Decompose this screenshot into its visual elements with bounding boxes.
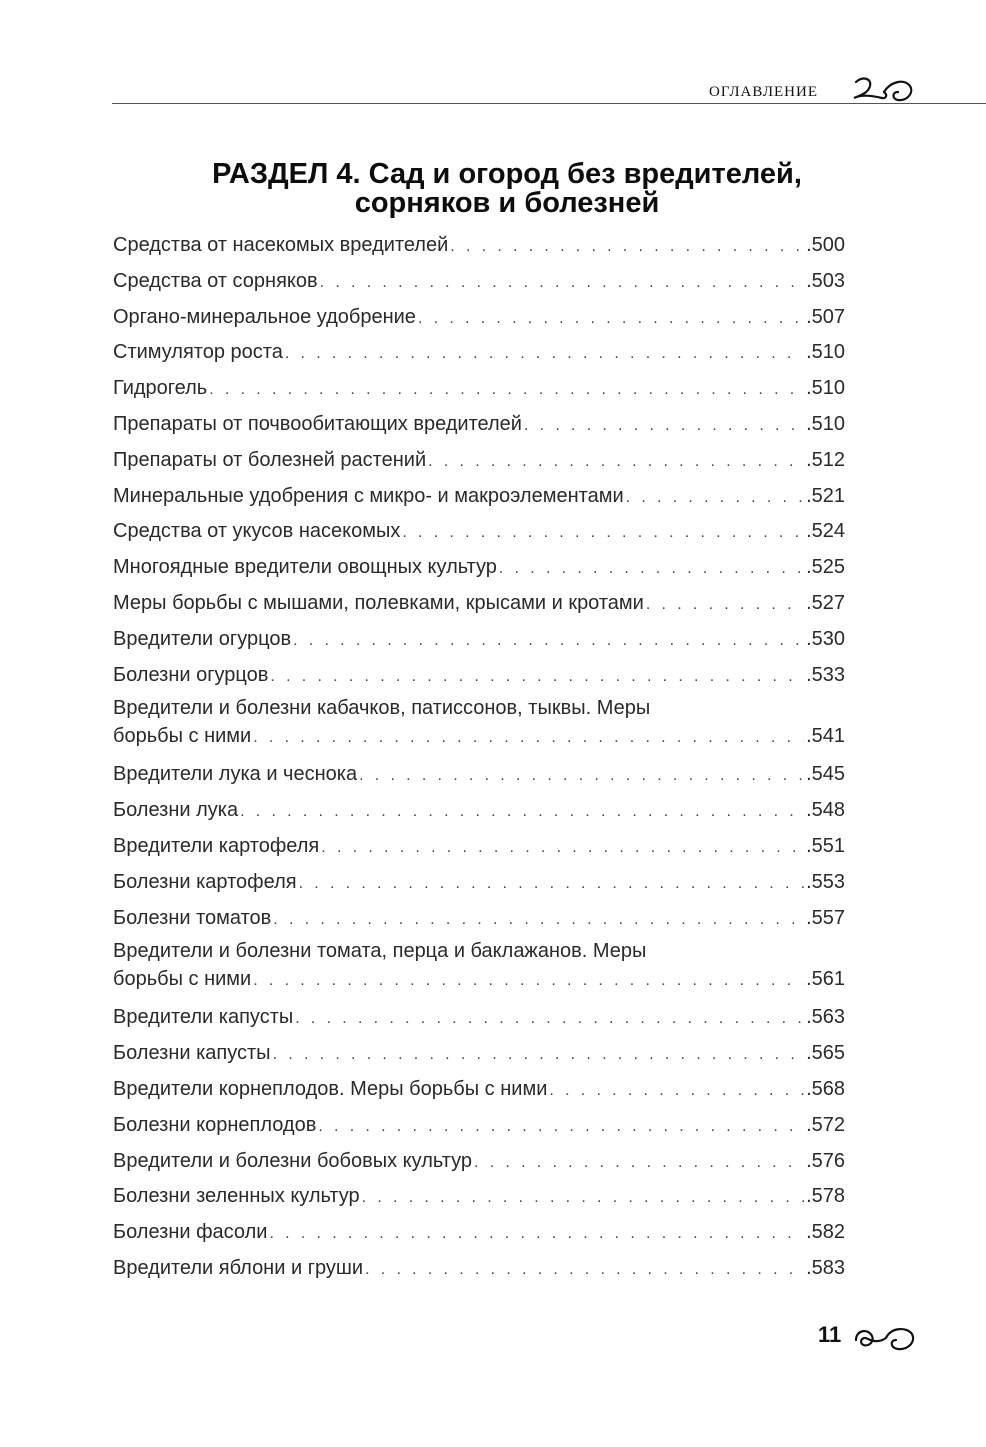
section-title: [112, 160, 902, 218]
toc-page-number: .533: [806, 663, 845, 686]
toc-entry-title-line-1: Вредители и болезни томата, перца и баклажанов. Меры: [113, 940, 647, 963]
toc-entry-title: Вредители яблони и груши: [113, 1256, 364, 1279]
toc-page-number: .548: [806, 799, 845, 822]
toc-page-number: .527: [806, 591, 845, 614]
toc-entry[interactable]: [113, 479, 845, 515]
dot-leader: [362, 1180, 804, 1215]
toc-entry-title: Многоядные вредители овощных культур: [113, 556, 497, 579]
toc-page-number: .512: [806, 448, 845, 471]
toc-page-number: .524: [806, 520, 845, 543]
toc-entry-title: Болезни томатов: [113, 906, 272, 929]
dot-leader: [359, 758, 804, 793]
toc-entry[interactable]: [113, 300, 845, 336]
toc-page-number: .551: [806, 834, 845, 857]
toc-entry-title: Средства от насекомых вредителей: [113, 234, 449, 256]
toc-entry-title: Болезни капусты: [113, 1042, 271, 1065]
header-rule: [112, 103, 986, 104]
dot-leader: [524, 408, 804, 443]
header-section-label: ОГЛАВЛЕНИЕ: [709, 84, 818, 100]
toc-entry-title: борьбы с ними: [113, 725, 252, 748]
toc-entry[interactable]: [113, 550, 845, 586]
toc-entry[interactable]: [113, 371, 845, 407]
toc-entry[interactable]: [113, 228, 845, 264]
toc-page-number: .525: [806, 556, 845, 579]
dot-leader: [253, 966, 804, 994]
toc-page-number: .510: [806, 377, 845, 400]
toc-entry[interactable]: [113, 622, 845, 658]
dot-leader: [299, 866, 804, 901]
toc-entry[interactable]: [113, 1251, 845, 1287]
toc-entry-title: Гидрогель: [113, 377, 208, 400]
toc-entry-title: Меры борьбы с мышами, полевками, крысами и кротами: [113, 591, 644, 614]
dot-leader: [474, 1145, 804, 1180]
dot-leader: [450, 229, 804, 264]
toc-entry-title: Вредители капусты: [113, 1006, 294, 1029]
toc-entry-title: Болезни корнеплодов: [113, 1113, 317, 1136]
dot-leader: [626, 480, 804, 515]
toc-entry[interactable]: [113, 901, 845, 937]
dot-leader: [549, 1073, 804, 1108]
toc-entry[interactable]: [113, 514, 845, 550]
toc-entry[interactable]: [113, 757, 845, 793]
footer-swirl-ornament-icon: [850, 1318, 916, 1356]
toc-entry[interactable]: [113, 1144, 845, 1180]
dot-leader: [320, 265, 804, 300]
dot-leader: [273, 1037, 805, 1072]
toc-entry[interactable]: [113, 1108, 845, 1144]
toc-entry-title: Минеральные удобрения с микро- и макроэлементами: [113, 484, 624, 507]
section-title-line-1: РАЗДЕЛ 4. Сад и огород без вредителей,: [212, 158, 802, 190]
toc-entry-title: Вредители и болезни бобовых культур: [113, 1149, 473, 1172]
toc-page-number: .561: [806, 968, 845, 991]
toc-entry-title: Болезни картофеля: [113, 870, 297, 893]
toc-entry[interactable]: [113, 335, 845, 371]
toc-page-number: .565: [806, 1042, 845, 1065]
dot-leader: [295, 1001, 804, 1036]
toc-page-number: .572: [806, 1113, 845, 1136]
toc-entry[interactable]: [113, 694, 845, 751]
toc-page-number: .510: [806, 412, 845, 435]
header-swirl-ornament-icon: [848, 68, 916, 108]
toc-entry-title: Болезни фасоли: [113, 1221, 268, 1244]
toc-page-number: .500: [806, 234, 845, 256]
toc-entry[interactable]: [113, 793, 845, 829]
dot-leader: [240, 794, 804, 829]
toc-entry[interactable]: [113, 937, 845, 994]
toc-entry-title: Болезни зеленных культур: [113, 1185, 360, 1208]
toc-entry[interactable]: [113, 1072, 845, 1108]
toc-entry-title: Болезни огурцов: [113, 663, 269, 686]
running-head: [0, 0, 986, 110]
toc-page-number: .568: [806, 1077, 845, 1100]
toc-entry[interactable]: [113, 865, 845, 901]
toc-entry-title: Средства от сорняков: [113, 269, 318, 292]
toc-page-number: .545: [806, 763, 845, 786]
toc-page-number: .507: [806, 305, 845, 328]
page-number: 11: [818, 1322, 842, 1347]
toc-entry-title: Органо-минеральное удобрение: [113, 305, 416, 328]
toc-entry[interactable]: [113, 586, 845, 622]
toc-entry[interactable]: [113, 1036, 845, 1072]
toc-entry-title: Вредители огурцов: [113, 627, 292, 650]
toc-entry-title: Вредители лука и чеснока: [113, 763, 358, 786]
dot-leader: [365, 1252, 804, 1287]
dot-leader: [293, 623, 804, 658]
toc-page-number: .582: [806, 1221, 845, 1244]
dot-leader: [318, 1109, 804, 1144]
dot-leader: [209, 372, 804, 407]
toc-entry-title: борьбы с ними: [113, 968, 252, 991]
toc-page-number: .503: [806, 269, 845, 292]
toc-entry-title: Стимулятор роста: [113, 341, 283, 364]
toc-entry[interactable]: [113, 443, 845, 479]
toc-page-number: .530: [806, 627, 845, 650]
toc-page-number: .553: [806, 870, 845, 893]
toc-page-number: .578: [806, 1185, 845, 1208]
toc-page-number: .510: [806, 341, 845, 364]
toc-entry[interactable]: [113, 829, 845, 865]
dot-leader: [646, 587, 804, 622]
toc-entry-title: Вредители картофеля: [113, 834, 320, 857]
toc-entry[interactable]: [113, 658, 845, 694]
toc-entry[interactable]: [113, 1179, 845, 1215]
dot-leader: [269, 1216, 804, 1251]
dot-leader: [321, 830, 804, 865]
dot-leader: [402, 515, 804, 550]
toc-entry[interactable]: [113, 407, 845, 443]
toc-page-number: .583: [806, 1256, 845, 1279]
toc-entry-title-line-1: Вредители и болезни кабачков, патиссонов, тыквы. Меры: [113, 697, 651, 720]
table-of-contents: [113, 228, 845, 1287]
toc-page-number: .557: [806, 906, 845, 929]
toc-entry-title: Препараты от болезней растений: [113, 448, 427, 471]
section-title-line-2: сорняков и болезней: [354, 187, 660, 219]
dot-leader: [273, 902, 804, 937]
toc-entry-title: Болезни лука: [113, 799, 239, 822]
dot-leader: [428, 444, 804, 479]
toc-entry-title: Вредители корнеплодов. Меры борьбы с ними: [113, 1077, 548, 1100]
toc-page-number: .541: [806, 725, 845, 748]
dot-leader: [499, 551, 804, 586]
toc-page-number: .576: [806, 1149, 845, 1172]
dot-leader: [253, 723, 804, 751]
toc-page-number: .521: [806, 484, 845, 507]
dot-leader: [270, 659, 804, 694]
toc-entry-title: Препараты от почвообитающих вредителей: [113, 412, 522, 435]
toc-entry[interactable]: [113, 264, 845, 300]
toc-entry-title: Средства от укусов насекомых: [113, 520, 401, 543]
toc-entry[interactable]: [113, 1215, 845, 1251]
dot-leader: [285, 336, 804, 371]
toc-page-number: .563: [806, 1006, 845, 1029]
dot-leader: [418, 301, 804, 336]
toc-entry[interactable]: [113, 1000, 845, 1036]
